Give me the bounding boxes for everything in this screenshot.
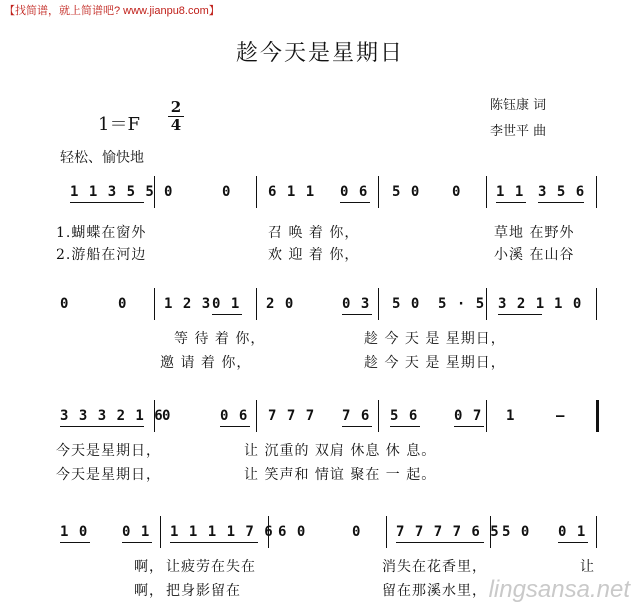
beam-line	[496, 202, 526, 203]
bar-line	[386, 516, 387, 548]
bar-line	[256, 400, 257, 432]
watermark: lingsansa.net	[488, 576, 630, 603]
music-row-4	[60, 508, 605, 548]
beam-line	[220, 426, 250, 427]
beam-line	[60, 426, 144, 427]
note-rest: 0	[118, 296, 128, 312]
lyric-verse1: 消失在花香里，	[382, 559, 487, 575]
lyric-verse2: 留在那溪水里，	[382, 583, 487, 599]
lyric-verse2: 小溪 在山谷	[494, 247, 575, 263]
note-group: 0 3	[342, 296, 371, 312]
lyric-verse1: 让	[580, 559, 595, 575]
note-group: 0 1	[558, 524, 587, 540]
lyric-verse2: 2.游船在河边	[56, 247, 147, 263]
note-group: 5 · 5	[438, 296, 486, 312]
bar-line	[256, 288, 257, 320]
beam-line	[70, 202, 144, 203]
bar-line	[596, 176, 597, 208]
bar-line	[378, 400, 379, 432]
note-group: 3 5 6	[538, 184, 586, 200]
music-row-3	[60, 392, 605, 432]
note-group: 0 1	[212, 296, 241, 312]
note-dash: —	[556, 408, 566, 424]
song-title: 趁今天是星期日	[235, 41, 404, 66]
lyric-verse2: 邀 请 着 你，	[160, 355, 252, 371]
note-group: 1	[506, 408, 516, 424]
beam-line	[212, 314, 242, 315]
note-group: 7 7 7 7 6 5	[396, 524, 500, 540]
note-rest: 0	[352, 524, 362, 540]
bar-line	[154, 288, 155, 320]
beam-line	[454, 426, 484, 427]
beam-line	[122, 542, 152, 543]
lyric-verse1: 趁 今 天 是 星期日，	[364, 331, 506, 347]
bar-line	[154, 176, 155, 208]
lyric-verse2: 让 笑声和 情谊 聚在 一 起。	[244, 467, 437, 483]
bar-line	[486, 288, 487, 320]
bar-line	[256, 176, 257, 208]
note-group: 1 0	[554, 296, 583, 312]
note-group: 5 6	[390, 408, 419, 424]
note-rest: 0	[162, 408, 172, 424]
lyric-verse1: 让 沉重的 双肩 休息 休 息。	[244, 443, 437, 459]
bar-line	[486, 176, 487, 208]
bar-line	[154, 400, 155, 432]
time-signature	[168, 100, 184, 133]
note-group: 7 7 7	[268, 408, 316, 424]
lyric-verse2: 把身影留在	[166, 583, 241, 599]
lyric-verse1: 让疲劳在失在	[166, 559, 256, 575]
note-rest: 0	[222, 184, 232, 200]
note-group: 3 3 3 2 1 6	[60, 408, 164, 424]
beam-line	[342, 426, 372, 427]
bar-line	[268, 516, 269, 548]
beam-line	[558, 542, 588, 543]
note-group: 2 0	[266, 296, 295, 312]
lyric-verse1: 等 待 着 你，	[174, 331, 266, 347]
note-group: 5 0	[392, 184, 421, 200]
time-sig-top: 2	[170, 98, 182, 116]
composer: 李世平 曲	[490, 124, 547, 139]
lyricist: 陈钰康 词	[490, 98, 547, 113]
note-rest: 0	[164, 184, 174, 200]
beam-line	[342, 314, 372, 315]
bar-line	[596, 400, 599, 432]
note-group: 1 0	[60, 524, 89, 540]
note-group: 1 1 1 1 7 6	[170, 524, 274, 540]
note-group: 6 1 1	[268, 184, 316, 200]
lyric-verse2: 欢 迎 着 你，	[268, 247, 360, 263]
note-group: 0 6	[220, 408, 249, 424]
key-signature: 1＝F	[98, 114, 140, 135]
note-group: 7 6	[342, 408, 371, 424]
bar-line	[490, 516, 491, 548]
beam-line	[340, 202, 370, 203]
lyric-verse1: 啊，	[134, 559, 164, 575]
lyric-verse1: 1.蝴蝶在窗外	[56, 225, 147, 241]
note-group: 0 1	[122, 524, 151, 540]
beam-line	[498, 314, 542, 315]
note-group: 1 2 3	[164, 296, 212, 312]
note-group: 0 6	[340, 184, 369, 200]
lyric-verse2: 啊，	[134, 583, 164, 599]
beam-line	[396, 542, 484, 543]
bar-line	[596, 288, 597, 320]
lyric-verse2: 今天是星期日，	[56, 467, 161, 483]
note-rest: 0	[452, 184, 462, 200]
beam-line	[60, 542, 90, 543]
beam-line	[170, 542, 258, 543]
bar-line	[160, 516, 161, 548]
lyric-verse2: 趁 今 天 是 星期日，	[364, 355, 506, 371]
site-link[interactable]: 【找简谱，就上简谱吧? www.jianpu8.com】	[4, 5, 220, 17]
lyric-verse1: 今天是星期日，	[56, 443, 161, 459]
bar-line	[378, 176, 379, 208]
note-group: 6 0	[278, 524, 307, 540]
note-group: 3 2 1	[498, 296, 546, 312]
note-group: 5 0	[392, 296, 421, 312]
lyric-verse1: 召 唤 着 你，	[268, 225, 360, 241]
note-rest: 0	[60, 296, 70, 312]
music-row-2	[60, 280, 605, 320]
time-sig-bottom: 4	[170, 116, 182, 134]
bar-line	[486, 400, 487, 432]
note-group: 1 1 3 5 5	[70, 184, 155, 200]
beam-line	[538, 202, 584, 203]
bar-line	[378, 288, 379, 320]
note-group: 0 7	[454, 408, 483, 424]
music-row-1	[60, 168, 605, 208]
bar-line	[596, 516, 597, 548]
note-group: 5 0	[502, 524, 531, 540]
tempo-marking: 轻松、愉快地	[60, 150, 144, 166]
note-group: 1 1	[496, 184, 525, 200]
lyric-verse1: 草地 在野外	[494, 225, 575, 241]
beam-line	[390, 426, 420, 427]
